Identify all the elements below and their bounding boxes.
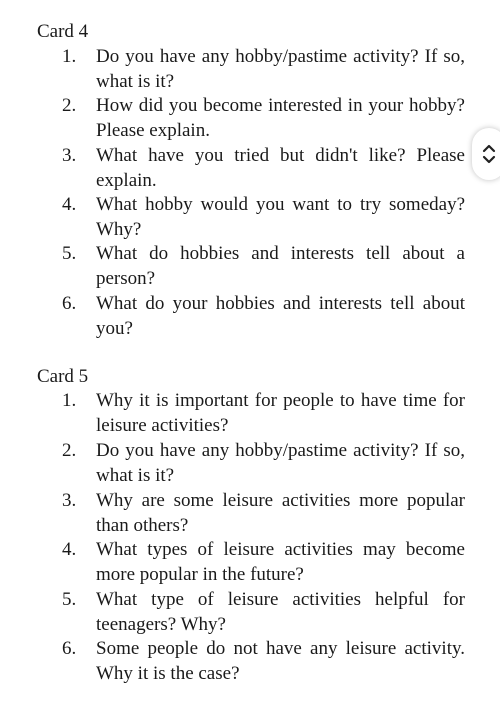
question-text: Do you have any hobby/pastime activity? If so, what is it? [96, 46, 465, 92]
question-text: What have you tried but didn't like? Please explain. [96, 145, 465, 191]
question-text: What do hobbies and interests tell about a person? [96, 243, 465, 289]
question-text: Why it is important for people to have time for leisure activities? [96, 390, 465, 436]
question-text: What do your hobbies and interests tell about you? [96, 293, 465, 339]
question-number: 6. [62, 293, 77, 314]
question-text: What type of leisure activities helpful for teenagers? Why? [96, 589, 465, 635]
question-text: Some people do not have any leisure activity. Why it is the case? [96, 638, 465, 684]
question-number: 6. [62, 638, 77, 659]
question-number: 5. [62, 243, 77, 264]
question-text: What types of leisure activities may become more popular in the future? [96, 539, 465, 585]
question-text: How did you become interested in your hobby? Please explain. [96, 95, 465, 141]
question-number: 5. [62, 589, 77, 610]
card-title: Card 4 [37, 21, 89, 42]
card-title: Card 5 [37, 366, 89, 387]
question-text: Do you have any hobby/pastime activity? If so, what is it? [96, 440, 465, 486]
question-number: 3. [62, 145, 77, 166]
question-text: Why are some leisure activities more popular than others? [96, 490, 465, 536]
question-number: 4. [62, 539, 77, 560]
scroll-handle[interactable] [472, 128, 500, 180]
question-number: 4. [62, 194, 77, 215]
question-number: 1. [62, 390, 77, 411]
question-number: 1. [62, 46, 77, 67]
up-down-arrows-icon [481, 142, 497, 166]
question-number: 2. [62, 95, 77, 116]
question-number: 3. [62, 490, 77, 511]
question-text: What hobby would you want to try someday? Why? [96, 194, 465, 240]
question-number: 2. [62, 440, 77, 461]
